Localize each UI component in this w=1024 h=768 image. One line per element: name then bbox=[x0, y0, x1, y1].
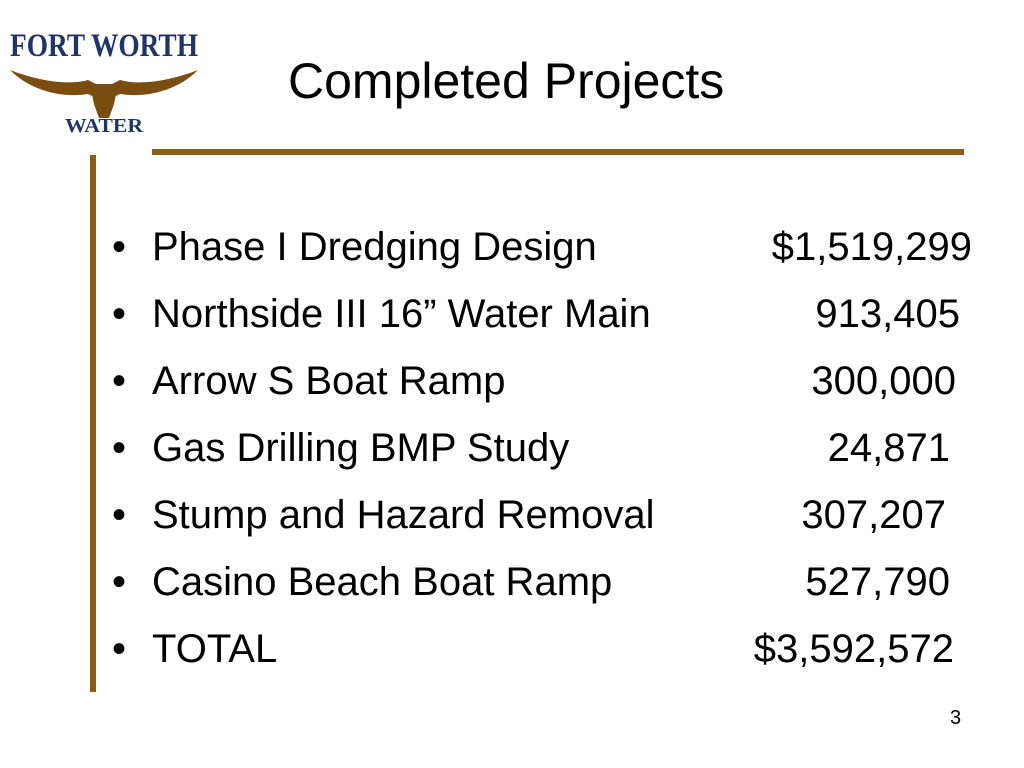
total-label: TOTAL bbox=[152, 627, 278, 671]
side-divider bbox=[90, 155, 96, 692]
bullet: • bbox=[112, 493, 127, 537]
project-name: Phase I Dredging Design bbox=[152, 225, 597, 269]
project-amount: 307,207 bbox=[801, 493, 946, 537]
project-name: Stump and Hazard Removal bbox=[152, 493, 655, 537]
project-name: Casino Beach Boat Ramp bbox=[152, 560, 613, 604]
longhorn-head bbox=[90, 84, 118, 118]
project-amount: 527,790 bbox=[805, 560, 950, 604]
project-amount: 24,871 bbox=[827, 426, 950, 470]
fort-worth-water-logo bbox=[6, 18, 202, 138]
total-amount: $3,592,572 bbox=[753, 627, 954, 671]
bullet: • bbox=[112, 359, 127, 403]
project-name: Gas Drilling BMP Study bbox=[152, 426, 570, 470]
page-number: 3 bbox=[950, 707, 962, 729]
project-name: Northside III 16” Water Main bbox=[152, 292, 651, 336]
project-amount: $1,519,299 bbox=[771, 225, 972, 269]
bullet: • bbox=[112, 292, 127, 336]
project-name: Arrow S Boat Ramp bbox=[152, 359, 506, 403]
bullet: • bbox=[112, 225, 127, 269]
logo-text-top: FORT WORTH bbox=[10, 28, 199, 64]
title-divider bbox=[152, 149, 964, 155]
longhorn-logo-icon bbox=[6, 18, 202, 138]
logo-text-bottom: WATER bbox=[65, 115, 144, 137]
project-amount: 300,000 bbox=[811, 359, 956, 403]
slide-title: Completed Projects bbox=[288, 53, 725, 109]
bullet: • bbox=[112, 426, 127, 470]
bullet: • bbox=[112, 560, 127, 604]
bullet: • bbox=[112, 627, 127, 671]
project-amount: 913,405 bbox=[815, 292, 960, 336]
